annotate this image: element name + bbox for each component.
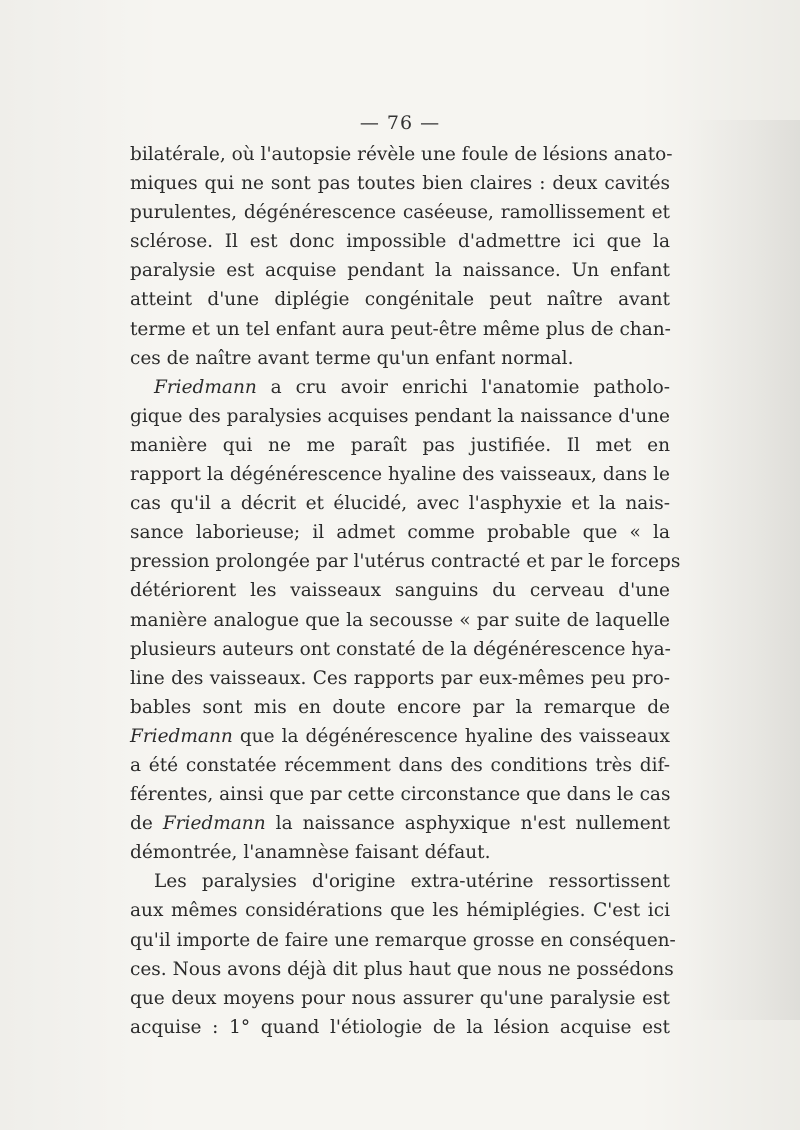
text-line — [130, 955, 674, 984]
text-run: ces. Nous avons déjà dit plus haut que nous ne possédons — [130, 958, 674, 980]
text-run: a été constatée récemment dans des conditions très dif- — [130, 754, 670, 776]
text-line — [130, 547, 681, 576]
text-line — [130, 140, 673, 169]
text-run: manière qui ne me paraît pas justifiée. Il met en — [130, 434, 670, 456]
text-run: sclérose. Il est donc impossible d'admettre ici que la — [130, 231, 670, 253]
text-line — [130, 373, 670, 402]
text-line — [130, 1013, 670, 1042]
text-run: qu'il importe de faire une remarque grosse en conséquen- — [130, 929, 676, 951]
page-number: — 76 — — [359, 112, 441, 134]
text-run: de — [130, 813, 163, 835]
text-line — [130, 198, 670, 227]
author-name-italic: Friedmann — [154, 376, 257, 398]
text-run: que deux moyens pour nous assurer qu'une paralysie est — [130, 987, 670, 1009]
text-line — [130, 838, 670, 867]
text-run: la naissance asphyxique n'est nullement — [265, 813, 671, 835]
author-name-italic: Friedmann — [130, 725, 233, 747]
bleed-through-shadow — [685, 120, 800, 1020]
text-line — [130, 809, 670, 838]
text-run: bables sont mis en doute encore par la remarque de — [130, 696, 670, 718]
text-run: aux mêmes considérations que les hémiplégies. C'est ici — [130, 900, 670, 922]
body-text — [130, 140, 681, 1042]
text-line — [130, 489, 670, 518]
text-line — [130, 693, 670, 722]
text-line — [130, 315, 670, 344]
author-name-italic: Friedmann — [162, 813, 266, 835]
text-run: plusieurs auteurs ont constaté de la dégénérescence hya- — [130, 638, 671, 660]
text-line — [130, 460, 670, 489]
text-line — [130, 664, 670, 693]
text-line — [130, 227, 670, 256]
text-line — [130, 344, 670, 373]
text-line — [130, 285, 670, 314]
text-run: rapport la dégénérescence hyaline des vaisseaux, dans le — [130, 464, 670, 486]
text-run: terme et un tel enfant aura peut-être même plus de chan- — [130, 318, 671, 340]
text-line — [130, 169, 670, 198]
text-line — [130, 984, 670, 1013]
text-run: purulentes, dégénérescence caséeuse, ramollissement et — [130, 202, 670, 224]
text-line — [130, 402, 670, 431]
text-line — [130, 431, 670, 460]
text-line — [130, 635, 670, 664]
text-line — [130, 926, 676, 955]
text-line — [130, 867, 670, 896]
text-run: bilatérale, où l'autopsie révèle une foule de lésions anato- — [130, 144, 673, 165]
text-run: que la dégénérescence hyaline des vaisseaux — [232, 725, 670, 747]
text-line — [130, 780, 670, 809]
text-line — [130, 896, 670, 925]
text-line — [130, 751, 670, 780]
text-run: Les paralysies d'origine extra-utérine ressortissent — [154, 871, 670, 893]
text-run: ces de naître avant terme qu'un enfant normal. — [130, 347, 574, 369]
text-run: a cru avoir enrichi l'anatomie patholo- — [256, 376, 670, 398]
text-run: acquise : 1° quand l'étiologie de la lésion acquise est — [130, 1016, 670, 1038]
text-run: miques qui ne sont pas toutes bien claires : deux cavités — [130, 173, 670, 195]
text-line — [130, 256, 670, 285]
text-run: cas qu'il a décrit et élucidé, avec l'asphyxie et la nais- — [130, 493, 670, 515]
text-run: démontrée, l'anamnèse faisant défaut. — [130, 842, 491, 864]
text-run: atteint d'une diplégie congénitale peut naître avant — [130, 289, 670, 311]
text-line — [130, 576, 670, 605]
text-run: manière analogue que la secousse « par suite de laquelle — [130, 609, 670, 631]
text-run: détériorent les vaisseaux sanguins du cerveau d'une — [130, 580, 670, 602]
text-line — [130, 606, 670, 635]
text-run: gique des paralysies acquises pendant la naissance d'une — [130, 405, 670, 427]
text-run: line des vaisseaux. Ces rapports par eux-mêmes peu pro- — [130, 667, 670, 689]
text-run: paralysie est acquise pendant la naissance. Un enfant — [130, 260, 670, 282]
text-run: sance laborieuse; il admet comme probable que « la — [130, 522, 670, 544]
text-line — [130, 722, 670, 751]
text-line — [130, 518, 670, 547]
text-run: férentes, ainsi que par cette circonstance que dans le cas — [130, 784, 671, 806]
text-run: pression prolongée par l'utérus contracté et par le forceps — [130, 551, 681, 573]
